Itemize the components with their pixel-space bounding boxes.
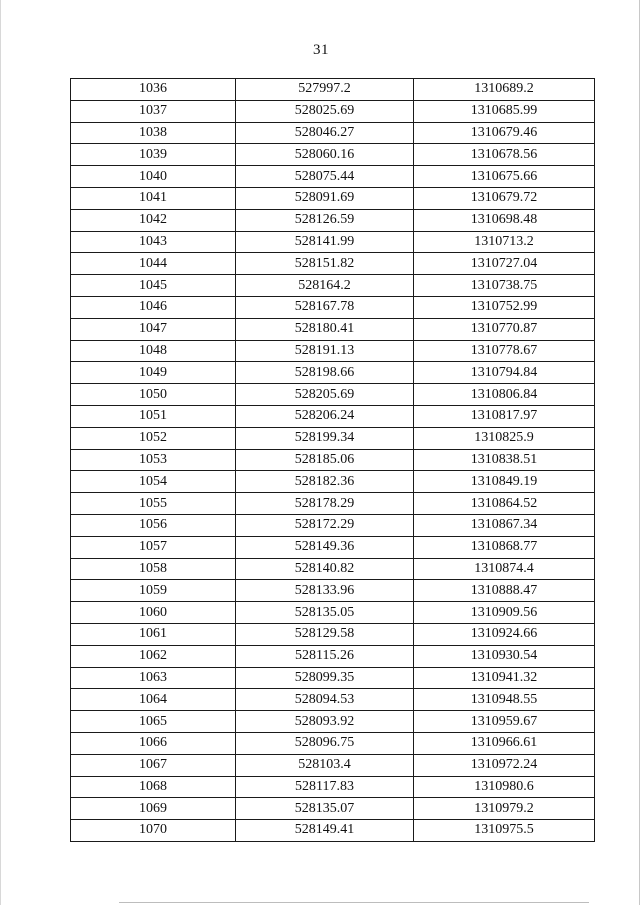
point-number-cell: 1046: [71, 296, 236, 318]
y-coordinate-cell: 1310924.66: [414, 623, 595, 645]
point-number-cell: 1054: [71, 471, 236, 493]
x-coordinate-cell: 528099.35: [236, 667, 414, 689]
point-number-cell: 1055: [71, 493, 236, 515]
y-coordinate-cell: 1310930.54: [414, 645, 595, 667]
y-coordinate-cell: 1310727.04: [414, 253, 595, 275]
y-coordinate-cell: 1310980.6: [414, 776, 595, 798]
y-coordinate-cell: 1310864.52: [414, 493, 595, 515]
y-coordinate-cell: 1310770.87: [414, 318, 595, 340]
table-row: [71, 558, 595, 580]
x-coordinate-cell: 528115.26: [236, 645, 414, 667]
point-number-cell: 1038: [71, 122, 236, 144]
point-number-cell: 1059: [71, 580, 236, 602]
x-coordinate-cell: 528172.29: [236, 514, 414, 536]
point-number-cell: 1039: [71, 144, 236, 166]
x-coordinate-cell: 528149.41: [236, 820, 414, 842]
point-number-cell: 1049: [71, 362, 236, 384]
x-coordinate-cell: 528180.41: [236, 318, 414, 340]
x-coordinate-cell: 528135.07: [236, 798, 414, 820]
point-number-cell: 1068: [71, 776, 236, 798]
table-row: [71, 732, 595, 754]
coordinate-table: [70, 78, 595, 842]
table-row: [71, 798, 595, 820]
x-coordinate-cell: 528151.82: [236, 253, 414, 275]
y-coordinate-cell: 1310959.67: [414, 711, 595, 733]
page-number: 31: [313, 42, 329, 58]
y-coordinate-cell: 1310975.5: [414, 820, 595, 842]
table-row: [71, 449, 595, 471]
x-coordinate-cell: 528094.53: [236, 689, 414, 711]
x-coordinate-cell: 528096.75: [236, 732, 414, 754]
point-number-cell: 1056: [71, 514, 236, 536]
table-row: [71, 602, 595, 624]
point-number-cell: 1052: [71, 427, 236, 449]
table-row: [71, 340, 595, 362]
y-coordinate-cell: 1310888.47: [414, 580, 595, 602]
y-coordinate-cell: 1310806.84: [414, 384, 595, 406]
y-coordinate-cell: 1310713.2: [414, 231, 595, 253]
x-coordinate-cell: 528182.36: [236, 471, 414, 493]
table-row: [71, 318, 595, 340]
table-row: [71, 471, 595, 493]
y-coordinate-cell: 1310752.99: [414, 296, 595, 318]
x-coordinate-cell: 528164.2: [236, 275, 414, 297]
point-number-cell: 1066: [71, 732, 236, 754]
x-coordinate-cell: 528129.58: [236, 623, 414, 645]
y-coordinate-cell: 1310675.66: [414, 166, 595, 188]
y-coordinate-cell: 1310867.34: [414, 514, 595, 536]
table-row: [71, 384, 595, 406]
point-number-cell: 1064: [71, 689, 236, 711]
x-coordinate-cell: 528178.29: [236, 493, 414, 515]
scan-edge-line: [119, 902, 589, 903]
point-number-cell: 1067: [71, 754, 236, 776]
x-coordinate-cell: 528135.05: [236, 602, 414, 624]
table-row: [71, 209, 595, 231]
table-row: [71, 536, 595, 558]
point-number-cell: 1045: [71, 275, 236, 297]
y-coordinate-cell: 1310679.72: [414, 187, 595, 209]
table-row: [71, 231, 595, 253]
table-row: [71, 711, 595, 733]
y-coordinate-cell: 1310825.9: [414, 427, 595, 449]
x-coordinate-cell: 528185.06: [236, 449, 414, 471]
y-coordinate-cell: 1310838.51: [414, 449, 595, 471]
x-coordinate-cell: 528206.24: [236, 405, 414, 427]
table-row: [71, 144, 595, 166]
point-number-cell: 1040: [71, 166, 236, 188]
table-row: [71, 580, 595, 602]
point-number-cell: 1070: [71, 820, 236, 842]
x-coordinate-cell: 527997.2: [236, 79, 414, 101]
x-coordinate-cell: 528117.83: [236, 776, 414, 798]
y-coordinate-cell: 1310909.56: [414, 602, 595, 624]
point-number-cell: 1050: [71, 384, 236, 406]
y-coordinate-cell: 1310868.77: [414, 536, 595, 558]
x-coordinate-cell: 528141.99: [236, 231, 414, 253]
y-coordinate-cell: 1310778.67: [414, 340, 595, 362]
table-row: [71, 122, 595, 144]
x-coordinate-cell: 528046.27: [236, 122, 414, 144]
y-coordinate-cell: 1310685.99: [414, 100, 595, 122]
y-coordinate-cell: 1310689.2: [414, 79, 595, 101]
x-coordinate-cell: 528060.16: [236, 144, 414, 166]
table-row: [71, 645, 595, 667]
x-coordinate-cell: 528140.82: [236, 558, 414, 580]
y-coordinate-cell: 1310972.24: [414, 754, 595, 776]
y-coordinate-cell: 1310966.61: [414, 732, 595, 754]
point-number-cell: 1041: [71, 187, 236, 209]
x-coordinate-cell: 528198.66: [236, 362, 414, 384]
table-row: [71, 514, 595, 536]
y-coordinate-cell: 1310979.2: [414, 798, 595, 820]
y-coordinate-cell: 1310698.48: [414, 209, 595, 231]
table-row: [71, 405, 595, 427]
point-number-cell: 1069: [71, 798, 236, 820]
point-number-cell: 1048: [71, 340, 236, 362]
table-row: [71, 79, 595, 101]
table-row: [71, 296, 595, 318]
x-coordinate-cell: 528199.34: [236, 427, 414, 449]
y-coordinate-cell: 1310941.32: [414, 667, 595, 689]
point-number-cell: 1051: [71, 405, 236, 427]
table-row: [71, 667, 595, 689]
y-coordinate-cell: 1310849.19: [414, 471, 595, 493]
coordinate-table-body: [71, 79, 595, 842]
x-coordinate-cell: 528075.44: [236, 166, 414, 188]
point-number-cell: 1057: [71, 536, 236, 558]
y-coordinate-cell: 1310678.56: [414, 144, 595, 166]
x-coordinate-cell: 528103.4: [236, 754, 414, 776]
table-row: [71, 427, 595, 449]
table-row: [71, 689, 595, 711]
table-row: [71, 820, 595, 842]
table-row: [71, 362, 595, 384]
table-row: [71, 623, 595, 645]
x-coordinate-cell: 528205.69: [236, 384, 414, 406]
point-number-cell: 1053: [71, 449, 236, 471]
point-number-cell: 1042: [71, 209, 236, 231]
point-number-cell: 1062: [71, 645, 236, 667]
point-number-cell: 1065: [71, 711, 236, 733]
x-coordinate-cell: 528167.78: [236, 296, 414, 318]
point-number-cell: 1060: [71, 602, 236, 624]
table-row: [71, 253, 595, 275]
point-number-cell: 1061: [71, 623, 236, 645]
point-number-cell: 1063: [71, 667, 236, 689]
x-coordinate-cell: 528091.69: [236, 187, 414, 209]
table-row: [71, 275, 595, 297]
y-coordinate-cell: 1310794.84: [414, 362, 595, 384]
table-row: [71, 187, 595, 209]
point-number-cell: 1043: [71, 231, 236, 253]
x-coordinate-cell: 528191.13: [236, 340, 414, 362]
table-row: [71, 754, 595, 776]
y-coordinate-cell: 1310948.55: [414, 689, 595, 711]
point-number-cell: 1058: [71, 558, 236, 580]
table-row: [71, 100, 595, 122]
x-coordinate-cell: 528126.59: [236, 209, 414, 231]
y-coordinate-cell: 1310738.75: [414, 275, 595, 297]
y-coordinate-cell: 1310679.46: [414, 122, 595, 144]
x-coordinate-cell: 528093.92: [236, 711, 414, 733]
x-coordinate-cell: 528025.69: [236, 100, 414, 122]
table-row: [71, 776, 595, 798]
table-row: [71, 493, 595, 515]
point-number-cell: 1047: [71, 318, 236, 340]
point-number-cell: 1036: [71, 79, 236, 101]
point-number-cell: 1044: [71, 253, 236, 275]
y-coordinate-cell: 1310817.97: [414, 405, 595, 427]
table-row: [71, 166, 595, 188]
x-coordinate-cell: 528149.36: [236, 536, 414, 558]
y-coordinate-cell: 1310874.4: [414, 558, 595, 580]
point-number-cell: 1037: [71, 100, 236, 122]
x-coordinate-cell: 528133.96: [236, 580, 414, 602]
